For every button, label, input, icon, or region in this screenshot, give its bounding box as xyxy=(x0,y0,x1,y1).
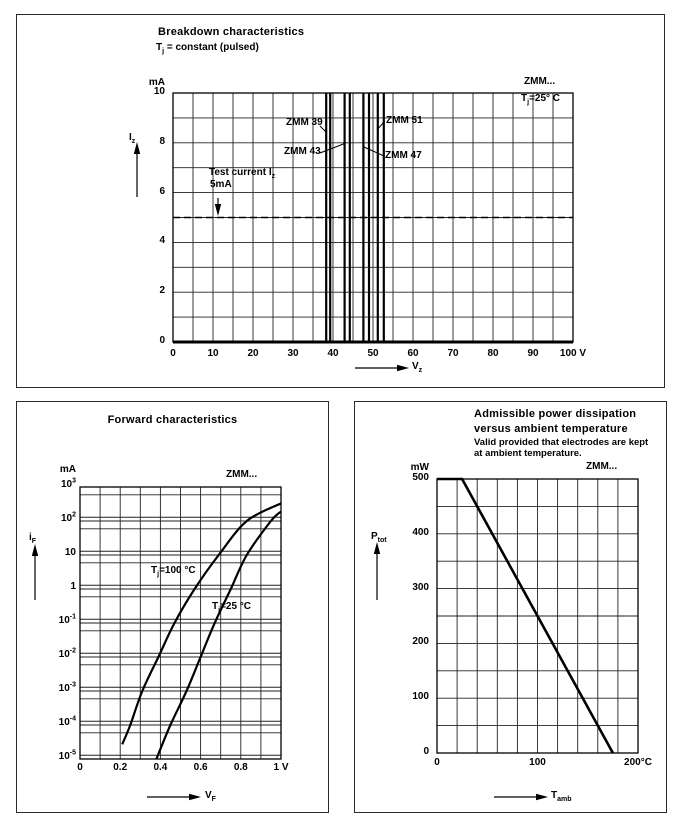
breakdown-x-tick: 50 xyxy=(367,348,379,359)
forward-y-tick xyxy=(34,479,76,490)
label-leader-line xyxy=(364,147,384,156)
curve-label-zmm39: ZMM 39 xyxy=(286,117,323,128)
power-y-unit: mW xyxy=(410,462,429,473)
label-text: T xyxy=(151,565,158,576)
label-text: I xyxy=(129,132,132,143)
forward-x-tick: 0 xyxy=(77,762,83,773)
forward-y-tick xyxy=(34,649,76,660)
forward-y-tick xyxy=(34,581,76,592)
forward-y-axis-label xyxy=(29,532,36,543)
test-current-note-line2: 5mA xyxy=(210,179,232,190)
power-title-line2: versus ambient temperature xyxy=(474,423,628,435)
vf-axis-arrow-head xyxy=(189,794,201,800)
forward-y-tick xyxy=(34,615,76,626)
power-y-tick: 500 xyxy=(412,472,429,483)
label-sub: j xyxy=(162,48,165,55)
breakdown-x-tick: 60 xyxy=(407,348,419,359)
power-title-line1: Admissible power dissipation xyxy=(474,408,637,420)
breakdown-condition xyxy=(521,93,560,104)
test-current-note-line1 xyxy=(209,167,275,178)
label-sub: z xyxy=(271,173,276,180)
label-sub: z xyxy=(418,367,423,374)
power-y-axis-label xyxy=(371,531,387,542)
tick-exponent: 3 xyxy=(72,477,76,485)
forward-x-tick: 1 V xyxy=(273,762,289,773)
tick-exponent: -3 xyxy=(69,681,76,689)
breakdown-x-axis-label xyxy=(412,361,422,372)
power-y-tick: 0 xyxy=(423,746,429,757)
power-y-tick: 400 xyxy=(412,526,429,538)
breakdown-x-tick: 100 V xyxy=(559,348,587,359)
label-text: T xyxy=(156,42,163,53)
power-y-tick: 300 xyxy=(412,581,429,593)
label-text: V xyxy=(412,361,419,372)
forward-corner-label: ZMM... xyxy=(226,469,258,480)
label-sub: z xyxy=(131,138,136,145)
power-note-line1: Valid provided that electrodes are kept xyxy=(474,437,649,448)
curve-label-zmm51: ZMM 51 xyxy=(386,115,423,126)
tick-base: 10 xyxy=(58,649,70,660)
breakdown-corner-label: ZMM... xyxy=(524,76,556,87)
tick-exponent: -2 xyxy=(69,647,76,655)
label-text: = constant (pulsed) xyxy=(164,42,259,53)
breakdown-x-tick: 80 xyxy=(487,348,499,359)
tick-exponent: -1 xyxy=(69,613,76,621)
label-text: T xyxy=(521,93,528,104)
forward-curve-label-100c xyxy=(151,565,196,576)
forward-x-axis-label xyxy=(205,790,216,801)
label-text: T xyxy=(212,601,219,612)
tick-base: 10 xyxy=(58,683,70,694)
curve-label-zmm47: ZMM 47 xyxy=(385,150,422,161)
label-sub: F xyxy=(31,538,37,545)
label-text: =25° C xyxy=(529,93,561,104)
breakdown-y-unit: mA xyxy=(148,77,165,88)
tick-base: 10 xyxy=(64,547,76,558)
breakdown-y-tick: 10 xyxy=(153,86,165,97)
label-text: V xyxy=(205,790,212,801)
label-text: i xyxy=(29,532,32,543)
breakdown-subtitle xyxy=(156,42,259,53)
breakdown-y-tick: 0 xyxy=(159,335,165,346)
breakdown-x-tick: 10 xyxy=(207,348,219,359)
forward-x-tick: 0.4 xyxy=(153,762,168,773)
power-y-tick: 200 xyxy=(412,636,429,648)
breakdown-title: Breakdown characteristics xyxy=(158,26,305,38)
label-sub: j xyxy=(157,571,160,578)
power-note-line2: at ambient temperature. xyxy=(474,448,582,459)
breakdown-x-tick: 90 xyxy=(527,348,539,359)
breakdown-y-tick: 6 xyxy=(159,185,165,197)
breakdown-y-tick: 2 xyxy=(159,285,165,297)
tick-base: 10 xyxy=(58,615,70,626)
forward-title: Forward characteristics xyxy=(107,414,238,426)
tick-exponent: -4 xyxy=(69,715,76,723)
breakdown-x-tick: 0 xyxy=(170,348,176,359)
tick-exponent: 2 xyxy=(72,511,76,519)
tick-base: 1 xyxy=(70,581,76,592)
forward-curve-label-25c xyxy=(212,601,251,612)
power-y-tick: 100 xyxy=(412,691,429,703)
forward-y-tick xyxy=(34,513,76,524)
breakdown-x-tick: 20 xyxy=(247,348,259,359)
forward-y-tick xyxy=(34,717,76,728)
label-text: =100 °C xyxy=(159,565,196,576)
forward-y-tick xyxy=(34,547,76,558)
breakdown-y-tick: 8 xyxy=(159,135,165,147)
test-current-arrow-head xyxy=(215,204,221,216)
power-x-tick: 0 xyxy=(434,757,440,768)
breakdown-y-tick: 4 xyxy=(159,235,165,247)
label-text: T xyxy=(551,790,558,801)
tick-base: 10 xyxy=(58,717,70,728)
curve-label-zmm43: ZMM 43 xyxy=(284,146,321,157)
forward-x-tick: 0.6 xyxy=(193,762,208,773)
breakdown-x-tick: 40 xyxy=(327,348,339,359)
tick-exponent: -5 xyxy=(69,749,76,757)
power-x-tick: 100 xyxy=(529,757,546,768)
tick-base: 10 xyxy=(60,479,73,490)
forward-curve-tj25c xyxy=(156,512,281,760)
tick-base: 10 xyxy=(60,513,73,524)
power-x-tick: 200°C xyxy=(624,757,652,768)
forward-y-unit: mA xyxy=(59,464,76,475)
label-sub: j xyxy=(527,99,530,106)
breakdown-x-tick: 30 xyxy=(287,348,299,359)
power-corner-label: ZMM... xyxy=(586,461,618,472)
forward-y-tick xyxy=(34,751,76,762)
label-sub: j xyxy=(218,607,221,614)
label-sub: tot xyxy=(377,537,387,544)
tick-base: 10 xyxy=(58,751,70,762)
breakdown-x-tick: 70 xyxy=(447,348,459,359)
label-sub: amb xyxy=(557,796,572,803)
forward-x-tick: 0.2 xyxy=(113,762,128,773)
power-x-axis-label xyxy=(551,790,572,801)
forward-x-tick: 0.8 xyxy=(233,762,248,773)
tamb-axis-arrow-head xyxy=(536,794,548,800)
label-text: =25 °C xyxy=(220,601,252,612)
label-text: Test current I xyxy=(209,167,272,178)
label-sub: F xyxy=(211,796,216,803)
label-text: P xyxy=(371,531,378,542)
vz-axis-arrow-head xyxy=(397,365,409,371)
forward-y-tick xyxy=(34,683,76,694)
